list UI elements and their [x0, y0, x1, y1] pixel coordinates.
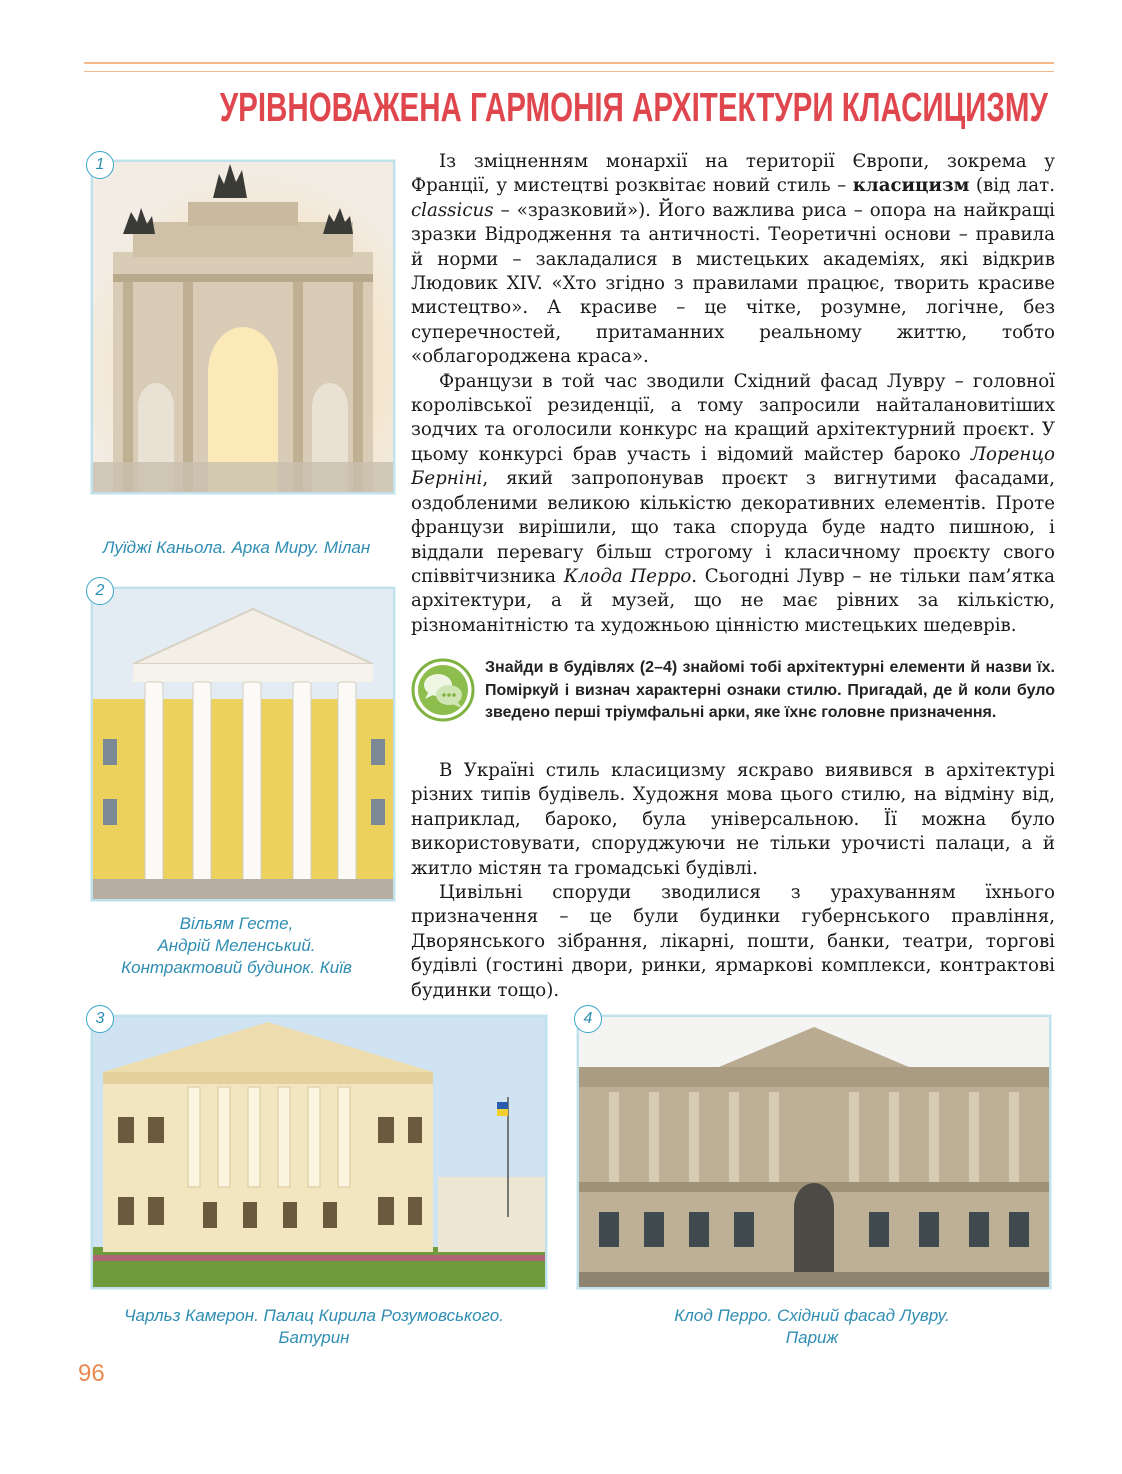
header-rule-thin — [84, 71, 1054, 72]
caption-line: Андрій Меленський. — [157, 936, 316, 955]
term-classicism: класицизм — [852, 175, 970, 197]
caption-line: Луїджі Каньола. Арка Миру. Мілан — [102, 538, 371, 557]
figure-3-number: 3 — [86, 1005, 114, 1033]
figure-2-number: 2 — [86, 577, 114, 605]
figure-1-photo — [91, 160, 395, 494]
page-number: 96 — [78, 1360, 105, 1387]
article-text-top — [411, 150, 1055, 638]
text-run: (від лат. — [969, 175, 1055, 197]
latin-term: classicus — [411, 199, 494, 221]
task-prompt: Знайди в будівлях (2–4) знайомі тобі архітектурні елементи й назви їх. Поміркуй і визнач характерні ознаки стилю. Пригадай, де й коли було зведено перші тріумфальні арки, яке їхнє головне призначення. — [485, 659, 1055, 721]
caption-line: Вільям Гесте, — [179, 914, 294, 933]
caption-line: Клод Перро. Східний фасад Лувру. — [674, 1306, 950, 1325]
figure-4-photo — [577, 1015, 1051, 1289]
text-run: Французи в той час зводили Східний фасад Лувру – головної королівської резиденції, а тому запросили найталановитіших зодчих та оголосили конкурс на кращий архітектурний проєкт. У цьому конкурсі брав участь і відомий майстер бароко — [411, 370, 1055, 465]
paragraph-3: В Україні стиль класицизму яскраво виявився в архітектурі різних типів будівель. Художня мова цього стилю, на відміну від, наприклад, бароко, була універсальною. Її можна було використовувати, споруджуючи не тільки урочисті палаци, а й житло містян та громадські будівлі. — [411, 760, 1055, 879]
figure-3-caption — [84, 1305, 544, 1349]
paragraph-1 — [411, 150, 1055, 370]
text-run: Із зміцненням монархії на території Європи, зокрема у Франції, у мистецтві розквітає новий стиль – — [411, 151, 1055, 197]
figure-2-caption — [84, 913, 389, 979]
figure-1-number: 1 — [86, 151, 114, 179]
name-bernini: Лоренцо Берніні — [411, 443, 1055, 490]
name-perrault: Клода Перро — [563, 565, 692, 587]
text-run: . Сьогодні Лувр – не тільки пам’ятка архітектури, а й музей, що не має рівних за кількістю, різноманітністю та художньою цінністю мистецьких шедеврів. — [411, 565, 1055, 636]
text-run: – «зразковий»). Його важлива риса – опора на найкращі зразки Відродження та античності. Теоретичні основи – правила й норми – закладалися в мистецьких академіях, які відкрив Людовик XIV. «Хто згідно з правилами працює, творить красиве мистецтво». А красиве – це чітке, розумне, логічне, без суперечностей, притаманних реальному життю, тобто «облагороджена краса». — [411, 199, 1055, 368]
header-rule — [84, 62, 1054, 64]
caption-line: Контрактовий будинок. Київ — [121, 958, 352, 977]
article-text-bottom — [411, 759, 1055, 1003]
text-run: , який запропонував проєкт з вигнутими фасадами, оздобленими великою кількістю декоративних елементів. Проте французи вирішили, що така споруда буде надто пишною, і віддали перевагу більш строгому і класичному проєкту свого співвітчизника — [411, 468, 1055, 587]
figure-4-number: 4 — [574, 1005, 602, 1033]
figure-2-photo — [91, 587, 395, 901]
page-title: УРІВНОВАЖЕНА ГАРМОНІЯ АРХІТЕКТУРИ КЛАСИЦИЗМУ — [219, 84, 1048, 130]
caption-line: Батурин — [278, 1328, 350, 1347]
caption-line: Чарльз Камерон. Палац Кирила Розумовського. — [124, 1306, 504, 1325]
figure-3-photo — [91, 1015, 547, 1289]
paragraph-4: Цивільні споруди зводилися з урахуванням їхнього призначення – це були будинки губернського правління, Дворянського зібрання, лікарні, пошти, банки, театри, торгові будівлі (гостині двори, ринки, ярмаркові комплекси, контрактові будинки тощо). — [411, 882, 1055, 1001]
figure-4-caption — [577, 1305, 1047, 1349]
figure-1-caption — [84, 537, 389, 559]
caption-line: Париж — [785, 1328, 839, 1347]
discussion-bubbles-icon — [411, 658, 475, 722]
paragraph-2 — [411, 370, 1055, 638]
